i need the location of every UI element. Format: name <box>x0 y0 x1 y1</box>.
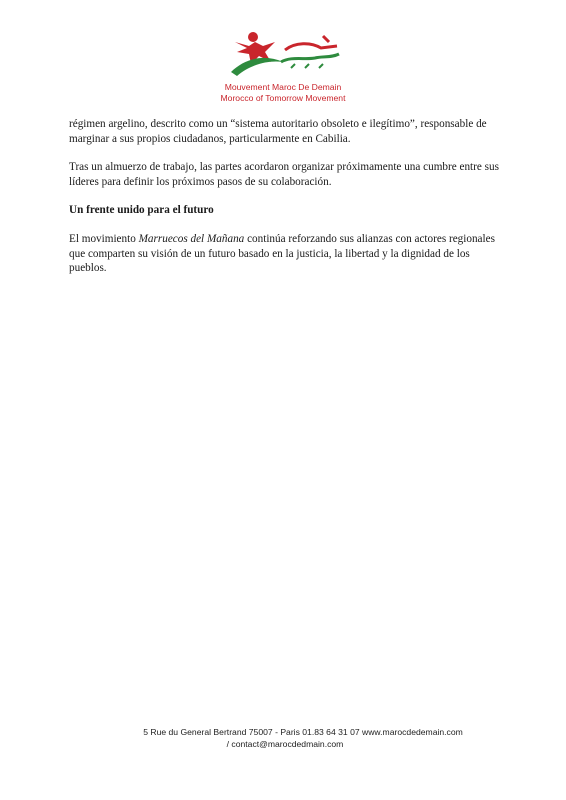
org-name-french: Mouvement Maroc De Demain <box>224 82 342 92</box>
paragraph-1: régimen argelino, descrito como un “sistema autoritario obsoleto e ilegítimo”, responsable de marginar a sus propios ciudadanos, particularmente en Cabilia. <box>69 118 487 145</box>
footer-address: 5 Rue du General Bertrand 75007 - Paris 01.83 64 31 07 www.marocdedemain.com <box>143 727 463 737</box>
paragraph-2: Tras un almuerzo de trabajo, las partes acordaron organizar próximamente una cumbre entre sus líderes para definir los próximos pasos de su colaboración. <box>69 161 499 188</box>
movement-name-italic: Marruecos del Mañana <box>138 232 245 245</box>
paragraph-3-start: El movimiento <box>69 232 139 245</box>
section-heading: Un frente unido para el futuro <box>69 204 214 217</box>
document-body <box>69 117 499 290</box>
star-figure-logo-icon <box>225 28 345 80</box>
footer-email: / contact@marocdedmain.com <box>226 739 344 749</box>
org-name-english: Morocco of Tomorrow Movement <box>220 93 346 103</box>
organization-logo <box>225 28 345 80</box>
paragraph-3 <box>69 232 499 276</box>
paragraph-3-end: continúa reforzando sus alianzas con actores regionales que comparten su visión de un futuro basado en la justicia, la libertad y la dignidad de los pueblos. <box>69 232 495 275</box>
